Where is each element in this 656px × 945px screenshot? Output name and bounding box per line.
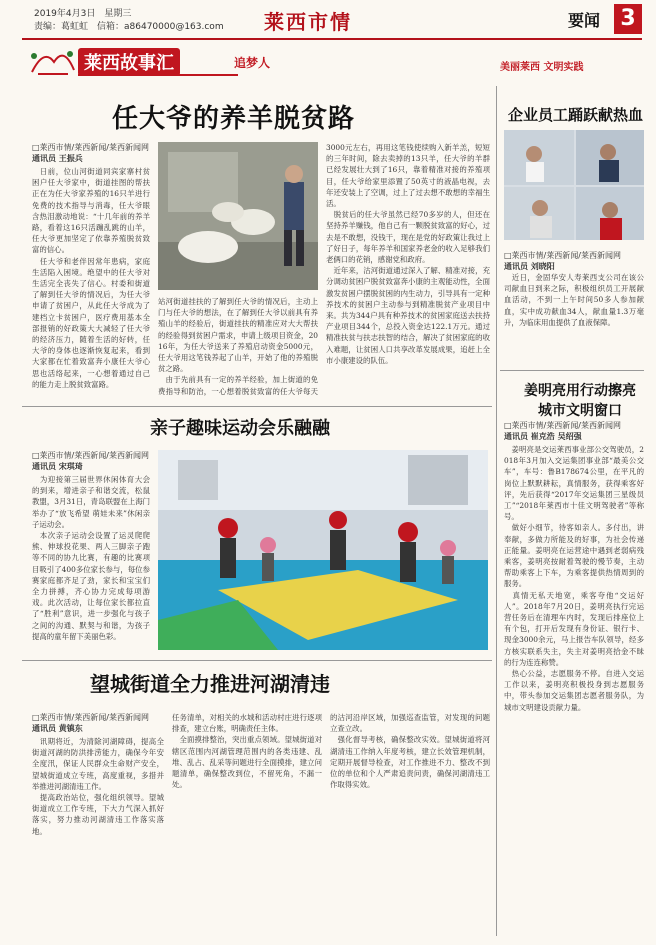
sheep-byline: □莱西市情/莱西新闻/莱西新闻网 通讯员 王振兵	[32, 143, 149, 163]
left-divider-2	[22, 660, 492, 661]
river-byline: □莱西市情/莱西新闻/莱西新闻网 通讯员 黄镇东	[32, 713, 149, 733]
sheep-col-3: 3000元左右，再用这笔钱使续购入新羊羔，短短的三年时间，除去卖掉的13只羊，任大爷的羊群已经发展壮大到了16只，靠着精准对接的养殖项目，任大爷给家里添置了50英寸的液晶电视，去年还安装上了空调，过上了过去想不敢想的幸福生活。 脱贫后的任大爷虽然已经70多岁的人，但还在坚持养羊赚钱，他自己有一颗脱贫致富的好心，过去是不敢想，没钱干，现在是党的好政策让我过上了好日子，每年养羊和国家养老金的收入足够我们老俩口的花销，感谢党和政府。 近年来，沽河街道通过深入了解、精准对接，充分调动贫困户脱贫致富奔小康的主观能动性，全面激发贫困户摆脱贫困的内生动力，引导具有一定种养技术的贫困户主动参与到精准脱贫产业项目中来。共为344户具有种养技术的贫困家庭送去扶持产业项目344个，总投入资金达122.1万元。通过精准扶贫与扶志扶智的结合，解决了贫困家庭的收入难题，让贫困人口共享改革发展成果，追赶上全市小康建设的队伍。	[326, 143, 490, 365]
window-body: 姜明亮是交运莱西事业部公交驾驶员，2018年3月加入交运集团事业部“最美公交车”，车号：鲁B178674公里，在平凡的岗位上默默耕耘，真情服务，获得乘客好评，先后获得“2017年交运集团三星级员工”“2018年莱西市十佳文明驾驶者”等称号。 做好小细节，待客如亲人。多付出，讲奉献，多做力所能及的好事，为社会传递正能量。姜明亮在运营途中遇到老弱病残乘客，姜明亮按耐着驾驶的慢节奏，主动帮助乘客上下车，为乘客提供热情周到的服务。 真情无私天地宽，乘客夸他“交运好人”。2018年7月20日，姜明亮执行完运营任务后在清理车内时，发现后排座位上有个包，打开后发现有身份证、银行卡、现金3000余元，马上报告车队领导，经多方核实联系失主，失主对姜明亮拾金不昧的行为连连称赞。 热心公益，志愿服务不停。自进入交运工作以来，姜明亮积极投身到志愿服务中，带头参加交运集团志愿者服务队，为城市文明建设贡献力量。	[504, 445, 644, 712]
parent-headline: 亲子趣味运动会乐融融	[150, 418, 330, 439]
staff-body: 近日，金固华安人寿莱西支公司在该公司献血日到来之际，积极组织员工开展献血活动，不到一上午时间50多人参加献血，实中成功献血34人，献血量1.3万毫升，为临床用血提供了血液保障。	[504, 273, 644, 327]
river-col-2: 任务清单，对相关的水城和活动村庄进行逐项排查，建立台账，明确责任主体。 全面摸排整治，突出重点领域。望城街道对辖区范围内河湖管理范围内的各类违建、乱堆、乱占、乱采等问题进行全面摸排，建立问题清单，确保整改到位，不留死角，不漏一处。	[172, 713, 322, 790]
staff-photo-image	[504, 130, 644, 240]
column-banner	[24, 44, 484, 78]
left-divider-1	[22, 406, 492, 407]
page-number: 3	[614, 4, 642, 34]
river-col-1: 讯期将近，为清除河湖障碍，提高全街道河湖的防洪排涝能力，确保今年安全度汛，保证人民群众生命财产安全，望城街道成立专班，高度重视，多措并举推进河湖清违工作。 提高政治站位，强化组织领导。望城街道成立工作专班，下大力气深入抓好落实，努力推动河湖清违工作落实落地。	[32, 737, 164, 836]
staff-photo	[504, 130, 644, 240]
river-headline: 望城街道全力推进河湖清违	[90, 672, 330, 696]
window-byline: □莱西市情/莱西新闻/莱西新闻网 通讯员 崔克浩 吴绍强	[504, 421, 621, 441]
window-headline: 姜明亮用行动擦亮 城市文明窗口	[524, 383, 636, 419]
parent-body: 为迎接第三届世界休闲体育大会的到来，增进亲子和谐交流，松鼠教盟，3月31日，青岛联盟在上海门举办了“放飞希望 萌娃未来”休闲亲子运动会。 本次亲子运动会设置了运灵爬爬熊、伸球投花果、两人三脚亲子跑等不同的协九比赛，有趣的比赛项目吸引了400多位家长参与，每位参赛家庭都齐足了劲，家长和宝宝们全力拼搏，齐心协力完成每项游戏。此次活动，让每位家长都拉直了“胜利”意识，进一步强化与孩子之间的沟通、默契与和谐，为孩子提高的童年留下美丽色彩。	[32, 475, 150, 641]
parent-photo-image	[158, 450, 488, 650]
right-column-divider	[496, 86, 497, 936]
right-divider-1	[500, 370, 644, 371]
column-sub: 追梦人	[234, 56, 271, 70]
header-rule	[22, 38, 642, 40]
sheep-col-2: 站河街道挂扶的了解到任大爷的情况后，主动上门与任大爷的想法，在了解到任大爷以前具有养殖山羊的经验后，街道挂扶的精准应对大大帮扶的经验得到贫困户需求，申请上级项目资金，2016年，为任大爷送来了养殖启动资金5000元，任大爷用这笔钱养起了山羊，开始了他的养殖脱贫之路。 由于先前具有一定的养羊经验，加上街道的免费指导和防治，一心想着脱贫致富的任大爷每天	[158, 297, 318, 396]
masthead: 莱西市情	[264, 10, 352, 34]
staff-byline: □莱西市情/莱西新闻/莱西新闻网 通讯员 刘晓阳	[504, 251, 621, 271]
parent-byline: □莱西市情/莱西新闻/莱西新闻网 通讯员 宋琪琦	[32, 451, 149, 471]
sheep-headline: 任大爷的养羊脱贫路	[112, 104, 356, 134]
editor-line: 责编：葛虹虹 信箱：a86470000@163.com	[34, 22, 224, 32]
issue-date: 2019年4月3日 星期三	[34, 9, 132, 19]
column-logo-icon	[24, 44, 80, 78]
banner-underline	[78, 74, 238, 76]
sheep-photo-image	[158, 142, 318, 290]
section-name: 要闻	[568, 11, 601, 30]
parent-photo	[158, 450, 488, 650]
column-name: 莱西故事汇	[78, 48, 180, 76]
river-col-3: 的沽河沿岸区域，加强巡查监管，对发现的问题立查立改。 强化督导考核，确保整改实效。望城街道将河湖清违工作纳入年度考核，建立长效管理机制，定期开展督导检查，对工作推进不力、整改不到位的单位和个人严肃追责问责，确保河湖清违工作取得实效。	[330, 713, 490, 790]
slogan: 美丽莱西 文明实践	[500, 62, 584, 73]
sheep-photo	[158, 142, 318, 290]
staff-headline: 企业员工踊跃献热血	[508, 106, 644, 124]
sheep-col-1: 日前，位山河街道同宾家寨村贫困户任大爷家中，街道挂图的帮扶正在为任大爷家养殖的16只羊进行免费的技术指导与消毒，任大爷眼含热泪激动地说：“十几年前的养羊路，看着这16只活蹦乱跳的山羊，任大爷更加坚定了依靠养殖脱贫致富的信心。 任大爷和老伴因常年患病，家庭生活陷入困境。绝望中的任大爷对生活完全丧失了信心。村委和街道了解到任大爷的情况后，为任大爷申请了贫困户，从此任大爷成为了建档立卡贫困户，医疗费用基本全部报销的好政策大大减轻了任大爷的经济压力，随着生活的好转，任大爷的身体也逐渐恢复起来，看到大家都在忙着致富奔小康任大爷心思也活络起来，一心想着通过自己的能力走上脱贫致富路。	[32, 167, 150, 389]
